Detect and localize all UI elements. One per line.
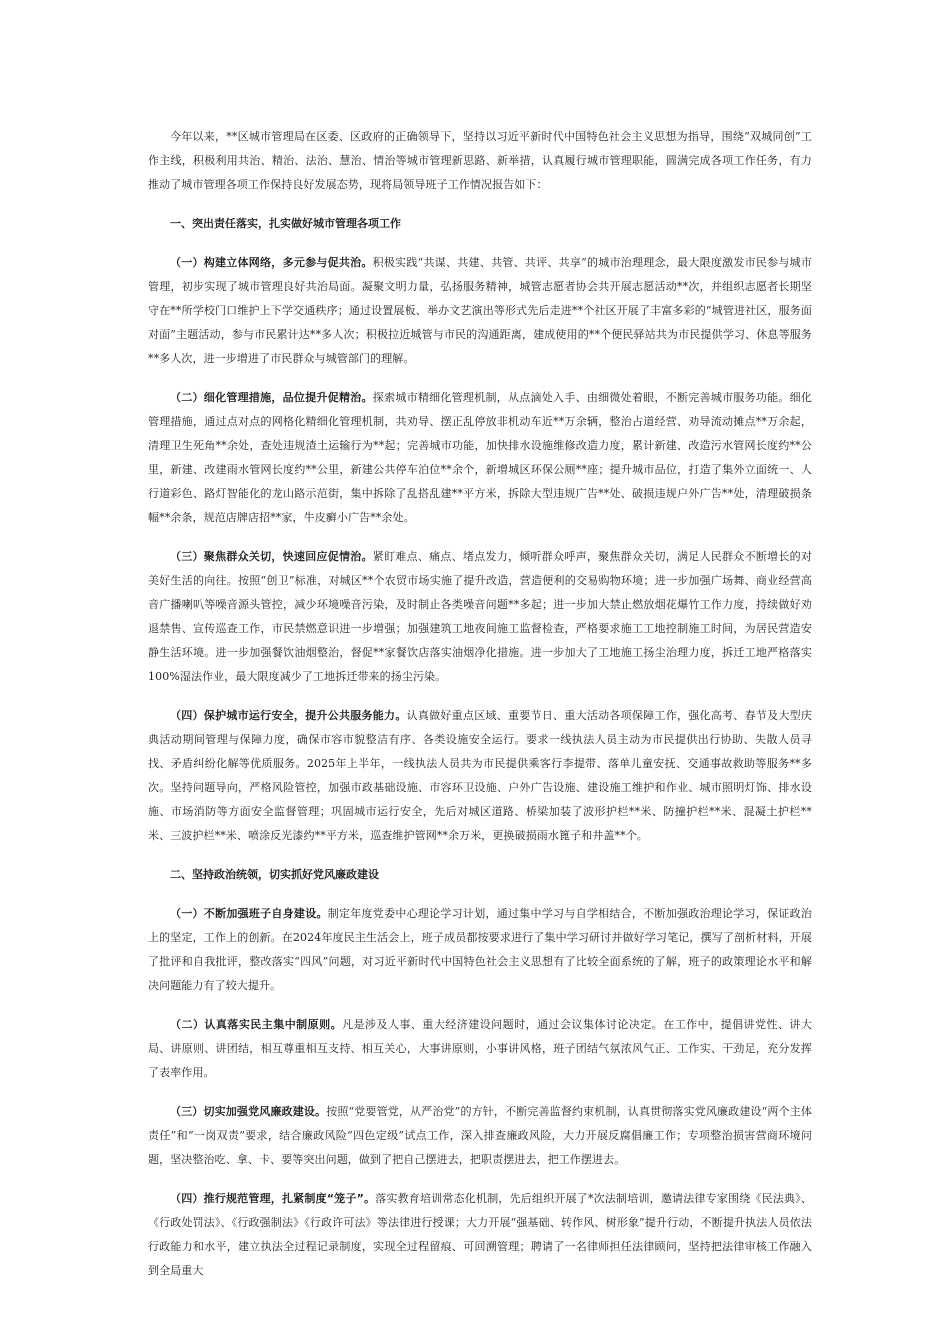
section2-item1-title: （一）不断加强班子自身建设。 <box>170 907 328 920</box>
section1-item3-body: 紧盯难点、痛点、堵点发力，倾听群众呼声，聚焦群众关切，满足人民群众不断增长的对美好生活的向往。按照“创卫”标准，对城区**个农贸市场实施了提升改造，营造便利的交易购物环境；进一步加强广场舞、商业经营高音广播喇叭等噪音源头管控，减少环境噪音污染，及时制止各类噪音问题**多起；进一步加大禁止燃放烟花爆竹工作力度，持续做好劝退禁售、宣传巡查工作，市民禁燃意识进一步增强；加强建筑工地夜间施工监督检查，严格要求施工工地控制施工时间，为居民营造安静生活环境。进一步加强餐饮油烟整治，督促**家餐饮店落实油烟净化措施。进一步加大了工地施工扬尘治理力度，拆迁工地严格落实100%湿法作业，最大限度减少了工地拆迁带来的扬尘污染。 <box>148 550 812 683</box>
section2-item1-body: 制定年度党委中心理论学习计划，通过集中学习与自学相结合，不断加强政治理论学习，保证政治上的坚定，工作上的创新。在2024年度民主生活会上，班子成员都按要求进行了集中学习研讨并做好学习笔记，撰写了剖析材料，开展了批评和自我批评，整改落实“四风”问题，对习近平新时代中国特色社会主义思想有了比较全面系统的了解，班子的政策理论水平和解决问题能力有了较大提升。 <box>148 907 813 992</box>
section2-item3-title: （三）切实加强党风廉政建设。 <box>170 1105 327 1118</box>
section1-item2 <box>148 386 812 530</box>
section2-item4-title: （四）推行规范管理，扎紧制度“笼子”。 <box>170 1192 376 1205</box>
section2-item2 <box>148 1013 812 1085</box>
section1-item1-title: （一）构建立体网络，多元参与促共治。 <box>170 256 373 269</box>
section2-item3 <box>148 1100 812 1172</box>
section1-item2-body: 探索城市精细化管理机制，从点滴处入手、由细微处着眼，不断完善城市服务功能。细化管理措施，通过点对点的网格化精细化管理机制，共劝导、摆正乱停放非机动车近**万余辆，整治占道经营、劝导流动摊点**万余起，清理卫生死角**余处，查处违规渣土运输行为**起；完善城市功能，加快排水设施维修改造力度，累计新建、改造污水管网长度约**公里，新建、改建雨水管网长度约**公里，新建公共停车泊位**余个，新增城区环保公厕**座；提升城市品位，打造了集外立面统一、人行道彩色、路灯智能化的龙山路示范街，集中拆除了乱搭乱建**平方米，拆除大型违规广告**处、破损违规户外广告**处，清理破损条幅**余条，规范店牌店招**家，牛皮癣小广告**余处。 <box>148 391 812 524</box>
section1-item4-title: （四）保护城市运行安全，提升公共服务能力。 <box>170 709 407 722</box>
section1-item3-title: （三）聚焦群众关切，快速回应促情治。 <box>170 550 373 563</box>
section1-item2-title: （二）细化管理措施，品位提升促精治。 <box>170 391 373 404</box>
document-page <box>148 125 812 1298</box>
intro-paragraph: 今年以来，**区城市管理局在区委、区政府的正确领导下，坚持以习近平新时代中国特色社会主义思想为指导，围绕“双城同创”工作主线，积极利用共治、精治、法治、慧治、情治等城市管理新思路、新举措，认真履行城市管理职能，圆满完成各项工作任务，有力推动了城市管理各项工作保持良好发展态势，现将局领导班子工作情况报告如下： <box>148 130 812 191</box>
section1-item4 <box>148 704 812 848</box>
section2-item3-body: 按照“党要管党，从严治党”的方针，不断完善监督约束机制，认真贯彻落实党风廉政建设“两个主体责任”和“一岗双责”要求，结合廉政风险“四色定级”试点工作，深入排查廉政风险，大力开展反腐倡廉工作；专项整治损害营商环境问题，坚决整治吃、拿、卡、要等突出问题，做到了把自己摆进去，把职责摆进去，把工作摆进去。 <box>148 1105 812 1166</box>
section1-heading: 一、突出责任落实，扎实做好城市管理各项工作 <box>170 217 401 230</box>
section2-item1 <box>148 902 812 998</box>
section1-item1-body: 积极实践“共谋、共建、共管、共评、共享”的城市治理理念，最大限度激发市民参与城市管理，初步实现了城市管理良好共治局面。凝聚文明力量，弘扬服务精神，城管志愿者协会共开展志愿活动**次，并组织志愿者长期坚守在**所学校门口维护上下学交通秩序；通过设置展板、举办文艺演出等形式先后走进**个社区开展了丰富多彩的“城管进社区，服务面对面”主题活动，参与市民累计达**多人次；积极拉近城管与市民的沟通距离，建成使用的**个便民驿站共为市民提供学习、休息等服务**多人次，进一步增进了市民群众与城管部门的理解。 <box>148 256 812 365</box>
section1-item1 <box>148 251 812 371</box>
section1-item3 <box>148 545 812 689</box>
section2-heading: 二、坚持政治统领，切实抓好党风廉政建设 <box>170 868 379 881</box>
section2-item4 <box>148 1187 812 1283</box>
section2-item4-body: 落实教育培训常态化机制，先后组织开展了*次法制培训，邀请法律专家围绕《民法典》、《行政处罚法》、《行政强制法》《行政许可法》等法律进行授课；大力开展“强基础、转作风、树形象”提升行动，不断提升执法人员依法行政能力和水平，建立执法全过程记录制度，实现全过程留痕、可回溯管理；聘请了一名律师担任法律顾问，坚持把法律审核工作融入到全局重大 <box>148 1192 813 1277</box>
section1-item4-body: 认真做好重点区域、重要节日、重大活动各项保障工作，强化高考、春节及大型庆典活动期间管理与保障力度，确保市容市貌整洁有序、各类设施安全运行。要求一线执法人员主动为市民提供出行协助、失散人员寻找、矛盾纠纷化解等优质服务。2025年上半年，一线执法人员共为市民提供乘客行李提带、落单儿童安抚、交通事故救助等服务**多次。坚持问题导向，严格风险管控，加强市政基础设施、市容环卫设施、户外广告设施、建设施工维护和作业、城市照明灯饰、排水设施、市场消防等方面安全监督管理；巩固城市运行安全，先后对城区道路、桥梁加装了波形护栏**米、防撞护栏**米、混凝土护栏**米、三波护栏**米、喷涂反光漆约**平方米，巡查维护管网**余万米，更换破损雨水篦子和井盖**个。 <box>148 709 812 842</box>
section2-item2-title: （二）认真落实民主集中制原则。 <box>170 1018 343 1031</box>
section2-item2-body: 凡是涉及人事、重大经济建设问题时，通过会议集体讨论决定。在工作中，提倡讲党性、讲大局、讲原则、讲团结，相互尊重相互支持、相互关心，大事讲原则，小事讲风格，班子团结气氛浓风气正、工作实、干劲足，充分发挥了表率作用。 <box>148 1018 812 1079</box>
